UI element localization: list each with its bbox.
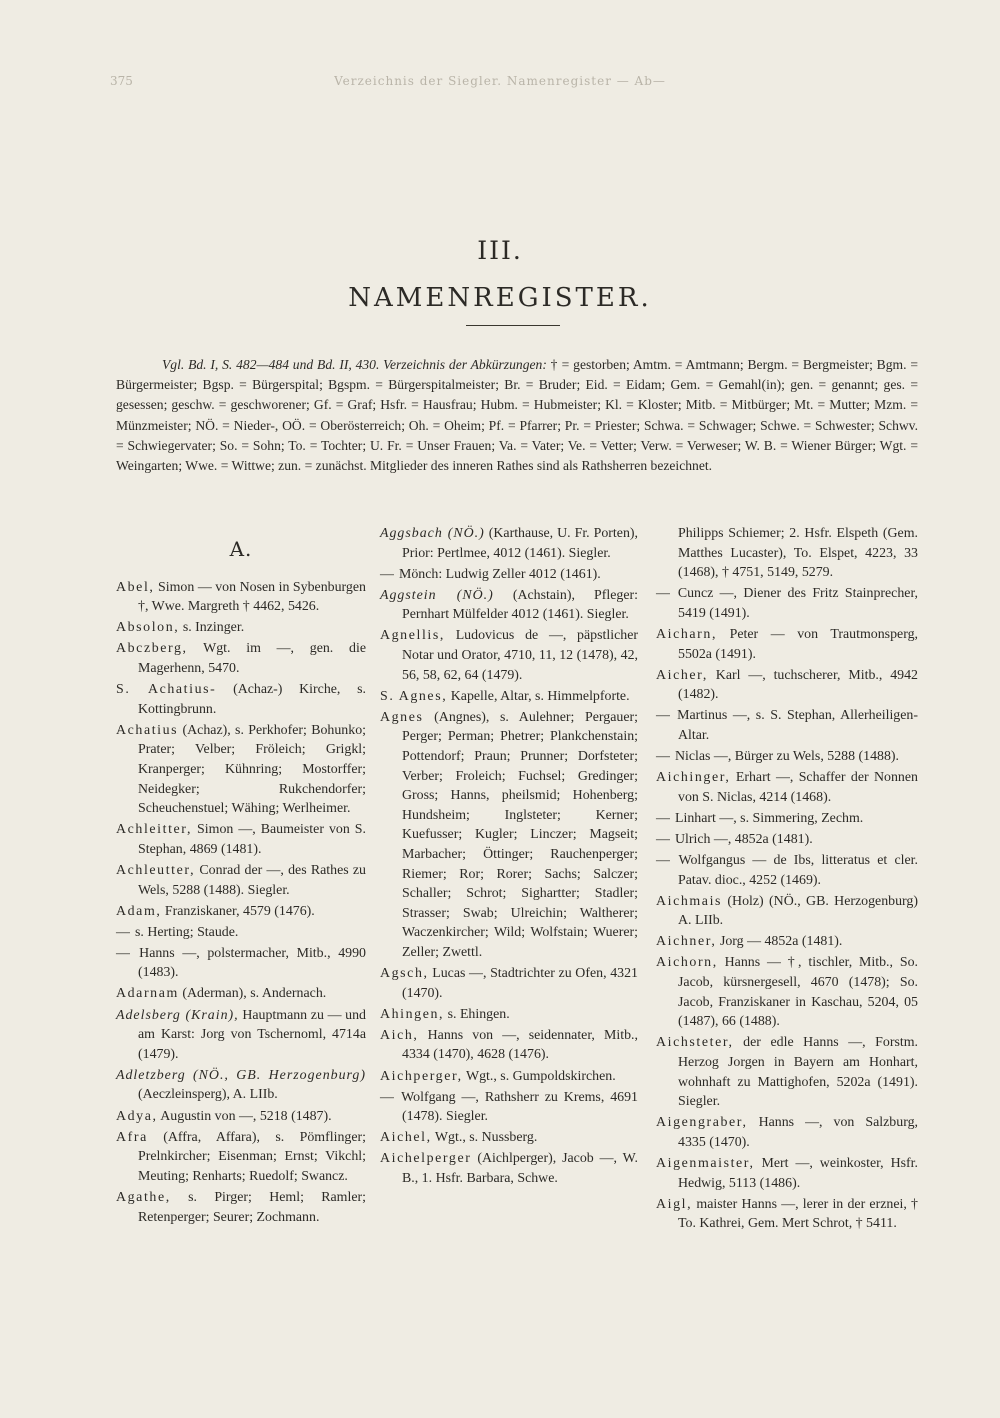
entry-headword: Aggstein (NÖ.) bbox=[380, 587, 494, 603]
entry-headword: Aichner, bbox=[656, 934, 717, 950]
entry-headword: Adelsberg (Krain), bbox=[116, 1007, 239, 1023]
entry-text: Wgt., s. Gumpoldskirchen. bbox=[462, 1068, 616, 1084]
entry-text: Hauptmann zu — und am Karst: Jorg von Tschernoml, 4714a (1479). bbox=[138, 1007, 366, 1062]
entry-text: Philipps Schiemer; 2. Hsfr. Elspeth (Gem. Matthes Lucaster), To. Elspet, 4223, 33 (1468), † 4751, 5149, 5279. bbox=[678, 526, 918, 581]
entry-headword: Adarnam bbox=[116, 986, 179, 1002]
entry-headword: Aich, bbox=[380, 1027, 419, 1043]
index-entry bbox=[116, 1006, 366, 1065]
index-entry bbox=[656, 666, 918, 705]
entry-headword: Adya, bbox=[116, 1108, 158, 1124]
index-entry bbox=[380, 964, 638, 1003]
index-column-1 bbox=[116, 524, 366, 1229]
index-entry bbox=[656, 830, 918, 850]
index-entry bbox=[380, 524, 638, 563]
index-entry bbox=[656, 892, 918, 931]
entry-text: Cuncz —, Diener des Fritz Stainprecher, 5419 (1491). bbox=[671, 586, 918, 621]
entry-headword: Agathe, bbox=[116, 1189, 171, 1205]
entry-headword: Abczberg, bbox=[116, 641, 188, 657]
index-entry bbox=[656, 1154, 918, 1193]
entry-headword: — bbox=[656, 586, 672, 602]
index-entry bbox=[116, 861, 366, 900]
entry-text: (Karthause, U. Fr. Porten), Prior: Pertlmee, 4012 (1461). Siegler. bbox=[402, 526, 638, 561]
index-entry bbox=[380, 586, 638, 625]
entry-text: (Aeczleinsperg), A. LIIb. bbox=[138, 1087, 278, 1103]
abbreviations-intro bbox=[116, 355, 918, 476]
entry-headword: Afra bbox=[116, 1129, 148, 1145]
entry-headword: Aichorn, bbox=[656, 955, 718, 971]
entry-headword: Aicher, bbox=[656, 667, 708, 683]
index-entry bbox=[380, 1149, 638, 1188]
entry-text: maister Hanns —, lerer in der erznei, † To. Kathrei, Gem. Mert Schrot, † 5411. bbox=[678, 1196, 918, 1232]
entry-text: Hanns —, von Salzburg, 4335 (1470). bbox=[678, 1115, 918, 1150]
entry-headword: — bbox=[656, 708, 672, 724]
intro-body: † = gestorben; Amtm. = Amtmann; Bergm. = Bergmeister; Bgm. = Bürgermeister; Bgsp. = Bürgerspital; Bgspm. = Bürgerspitalmeister; Br. = Bruder; Eid. = Eidam; Gem. = Gemahl(in); gen. = genannt; ges. = gesessen; geschw. = geschworener; Gf. = Graf; Hsfr. = Hausfrau; Hubm. = Hubmeister; Kl. = Kloster; Mitb. = Mitbürger; Mt. = Mutter; Mzm. = Münzmeister; NÖ. = Nieder-, OÖ. = Oberösterreich; Oh. = Oheim; Pf. = Pfarrer; Pr. = Priester; Schwa. = Schwager; Schwe. = Schwester; Schwv. = Schwiegervater; So. = Sohn; To. = Tochter; U. Fr. = Unser Frauen; Va. = Vater; Ve. = Vetter; Verw. = Verweser; W. B. = Wiener Bürger; Wgt. = Weingarten; Wwe. = Wittwe; zun. = zunächst. Mitglieder des inneren Rathes sind als Rathsherren bezeichnet. bbox=[116, 357, 918, 474]
entry-headword: Aichperger, bbox=[380, 1068, 463, 1084]
entry-text: s. Ehingen. bbox=[444, 1006, 510, 1022]
index-entry bbox=[380, 708, 638, 963]
index-entry bbox=[116, 721, 366, 819]
index-entry bbox=[656, 706, 918, 745]
entry-text: (Achstain), Pfleger: Pernhart Mülfelder 4012 (1461). Siegler. bbox=[402, 587, 638, 623]
entry-headword: Aigengraber, bbox=[656, 1115, 748, 1131]
entry-text: Ulrich —, 4852a (1481). bbox=[671, 831, 813, 847]
entry-headword: Aigl, bbox=[656, 1196, 693, 1212]
index-entry bbox=[656, 524, 918, 583]
entry-text: Hanns —, polstermacher, Mitb., 4990 (1483). bbox=[131, 945, 366, 981]
entry-headword: — bbox=[380, 1089, 396, 1105]
section-number: III. bbox=[477, 236, 523, 265]
entry-text: (Angnes), s. Aulehner; Pergauer; Perger; Perman; Phetrer; Plankchenstain; Pottendorf; Praun; Prunner; Dorfsteter; Verber; Froleich; Fuchsel; Gredinger; Gross; Hanns, pheilsmid; Hohenberg; Hundsheim; Inglsteter; Kerner; Kuefusser; Kugler; Linczer; Magseit; Marbacher; Öttinger; Rauchenperger; Riemer; Ror; Rorer; Sachs; Salczer; Schaller; Schrot; Sighartter; Stadler; Strasser; Swab; Ulreichin; Waltherer; Waczenkircher; Wild; Wolfstain; Wuerer; Zeller; Zwettl. bbox=[402, 709, 638, 960]
entry-headword: Abel, bbox=[116, 579, 155, 595]
entry-headword: — bbox=[656, 853, 672, 868]
entry-headword: Absolon, bbox=[116, 620, 180, 636]
entry-text: Ludovicus de —, päpstlicher Notar und Orator, 4710, 11, 12 (1478), 42, 56, 58, 62, 64 (1479). bbox=[402, 628, 638, 683]
running-title: Verzeichnis der Siegler. Namenregister — Ab— bbox=[334, 74, 666, 88]
entry-text: Hanns — †, tischler, Mitb., So. Jacob, kürsnergesell, 4670 (1478); So. Jacob, Franziskaner in Kaschau, 5204, 05 (1487), 66 (1488). bbox=[678, 955, 918, 1030]
index-entry bbox=[380, 626, 638, 685]
index-entry bbox=[116, 944, 366, 983]
index-entry bbox=[116, 1128, 366, 1187]
index-entry bbox=[656, 1195, 918, 1234]
entry-text: Hanns von —, seidennater, Mitb., 4334 (1470), 4628 (1476). bbox=[402, 1027, 638, 1063]
entry-text: Martinus —, s. S. Stephan, Allerheiligen-Altar. bbox=[671, 708, 918, 743]
entry-text: Augustin von —, 5218 (1487). bbox=[157, 1108, 332, 1124]
index-entry bbox=[380, 687, 638, 707]
entry-text: (Achaz-) Kirche, s. Kottingbrunn. bbox=[138, 682, 366, 717]
entry-text: Niclas —, Bürger zu Wels, 5288 (1488). bbox=[671, 749, 900, 765]
index-entry bbox=[656, 809, 918, 829]
entry-headword: Adam, bbox=[116, 903, 162, 919]
entry-text: Simon —, Baumeister von S. Stephan, 4869 (1481). bbox=[138, 822, 366, 857]
entry-headword: Achleitter, bbox=[116, 822, 193, 838]
entry-headword: — bbox=[656, 810, 672, 826]
entry-headword: — bbox=[116, 945, 132, 961]
entry-text: Franziskaner, 4579 (1476). bbox=[161, 903, 315, 919]
index-entry bbox=[380, 1088, 638, 1127]
index-entry bbox=[656, 932, 918, 952]
entry-text: Wgt., s. Nussberg. bbox=[431, 1130, 538, 1146]
entry-text: s. Pirger; Heml; Ramler; Retenperger; Seurer; Zochmann. bbox=[138, 1189, 366, 1225]
section-title: NAMENREGISTER. bbox=[348, 283, 652, 313]
entry-headword: S. Agnes, bbox=[380, 688, 448, 704]
entry-text: Kapelle, Altar, s. Himmelpforte. bbox=[447, 688, 630, 704]
entry-headword: Aicharn, bbox=[656, 626, 718, 642]
entry-headword: Achleutter, bbox=[116, 862, 196, 878]
index-entry bbox=[116, 1188, 366, 1227]
entry-text: Peter — von Trautmonsperg, 5502a (1491). bbox=[678, 626, 918, 662]
index-entry bbox=[380, 1005, 638, 1025]
title-divider bbox=[466, 325, 560, 326]
index-entry bbox=[116, 902, 366, 922]
entry-text: Jorg — 4852a (1481). bbox=[716, 934, 843, 950]
index-entry bbox=[380, 1026, 638, 1065]
index-entry bbox=[656, 625, 918, 664]
index-entry bbox=[656, 1113, 918, 1152]
index-entry bbox=[656, 747, 918, 767]
entry-text: (Affra, Affara), s. Pömflinger; Prelnkircher; Eisenman; Ernst; Vikchl; Meuting; Renharts; Ruedolf; Swancz. bbox=[138, 1129, 366, 1184]
entry-text: Karl —, tuchscherer, Mitb., 4942 (1482). bbox=[678, 667, 918, 703]
entry-text: Wgt. im —, gen. die Magerhenn, 5470. bbox=[138, 641, 366, 676]
entry-text: Linhart —, s. Simmering, Zechm. bbox=[671, 810, 864, 826]
letter-heading: A. bbox=[229, 537, 253, 561]
entry-text: Mönch: Ludwig Zeller 4012 (1461). bbox=[395, 566, 601, 582]
entry-headword: Aggsbach (NÖ.) bbox=[380, 526, 485, 541]
entry-headword: Aichelperger bbox=[380, 1151, 472, 1167]
entry-text: Simon — von Nosen in Sybenburgen †, Wwe. Margreth † 4462, 5426. bbox=[138, 579, 366, 615]
entry-headword: Agsch, bbox=[380, 966, 429, 982]
entry-headword: Adletzberg (NÖ., GB. Herzogenburg) bbox=[116, 1067, 366, 1083]
index-entry bbox=[656, 1033, 918, 1111]
entry-text: (Aichlperger), Jacob —, W. B., 1. Hsfr. Barbara, Schwe. bbox=[402, 1151, 638, 1186]
entry-headword: Aichmais bbox=[656, 893, 723, 909]
index-entry bbox=[116, 578, 366, 617]
index-entry bbox=[116, 639, 366, 678]
index-entry bbox=[116, 680, 366, 719]
entry-text: Lucas —, Stadtrichter zu Ofen, 4321 (1470). bbox=[402, 966, 638, 1001]
index-entry bbox=[656, 851, 918, 890]
entry-headword: Aigenmaister, bbox=[656, 1155, 755, 1171]
index-entry bbox=[116, 923, 366, 943]
entry-text: s. Herting; Staude. bbox=[131, 924, 239, 940]
index-entry bbox=[116, 984, 366, 1004]
entry-headword: — bbox=[656, 749, 672, 765]
entry-headword: Agnes bbox=[380, 709, 424, 725]
entry-headword: S. Achatius- bbox=[116, 682, 217, 698]
index-entry bbox=[380, 565, 638, 585]
index-entry bbox=[116, 1066, 366, 1105]
entry-text: (Achaz), s. Perkhofer; Bohunko; Prater; Velber; Fröleich; Grigkl; Kranperger; Kühnring; Mostorffer; Neidegker; Rukchendorfer; Scheuchenstuel; Wähing; Werlheimer. bbox=[138, 722, 366, 817]
entry-headword: Aichel, bbox=[380, 1130, 432, 1146]
entry-headword: — bbox=[116, 924, 132, 940]
entry-headword: Agnellis, bbox=[380, 628, 445, 644]
index-column-3 bbox=[656, 524, 918, 1235]
entry-text: s. Inzinger. bbox=[179, 620, 245, 636]
entry-headword: Achatius bbox=[116, 722, 179, 738]
index-entry bbox=[656, 584, 918, 623]
entry-text: Conrad der —, des Rathes zu Wels, 5288 (1488). Siegler. bbox=[138, 862, 366, 898]
intro-reference: Vgl. Bd. I, S. 482—484 und Bd. II, 430. Verzeichnis der Abkürzungen: bbox=[162, 357, 547, 372]
index-entry bbox=[116, 820, 366, 859]
entry-text: Wolfgangus — de Ibs, litteratus et cler. Patav. dioc., 4252 (1469). bbox=[671, 853, 918, 888]
entry-text: der edle Hanns —, Forstm. Herzog Jorgen in Bayern am Honhart, wohnhaft zu Mattighofen, 5202a (1491). Siegler. bbox=[678, 1035, 918, 1110]
index-entry bbox=[380, 1128, 638, 1148]
entry-headword: Ahingen, bbox=[380, 1006, 445, 1022]
entry-headword: — bbox=[380, 566, 396, 582]
index-entry bbox=[656, 953, 918, 1031]
index-entry bbox=[656, 768, 918, 807]
entry-text: Wolfgang —, Rathsherr zu Krems, 4691 (1478). Siegler. bbox=[395, 1089, 638, 1125]
entry-headword: Aichsteter, bbox=[656, 1035, 734, 1051]
entry-text: (Holz) (NÖ., GB. Herzogenburg) A. LIIb. bbox=[678, 893, 918, 929]
entry-text: (Aderman), s. Andernach. bbox=[178, 986, 327, 1002]
index-entry bbox=[380, 1067, 638, 1087]
entry-headword: — bbox=[656, 831, 672, 847]
index-entry bbox=[116, 1107, 366, 1127]
index-entry bbox=[116, 618, 366, 638]
entry-headword: Aichinger, bbox=[656, 770, 731, 786]
index-column-2 bbox=[380, 524, 638, 1190]
page-number: 375 bbox=[110, 74, 133, 88]
entry-text: Mert —, weinkoster, Hsfr. Hedwig, 5113 (1486). bbox=[678, 1155, 918, 1191]
entry-text: Erhart —, Schaffer der Nonnen von S. Niclas, 4214 (1468). bbox=[678, 770, 918, 805]
